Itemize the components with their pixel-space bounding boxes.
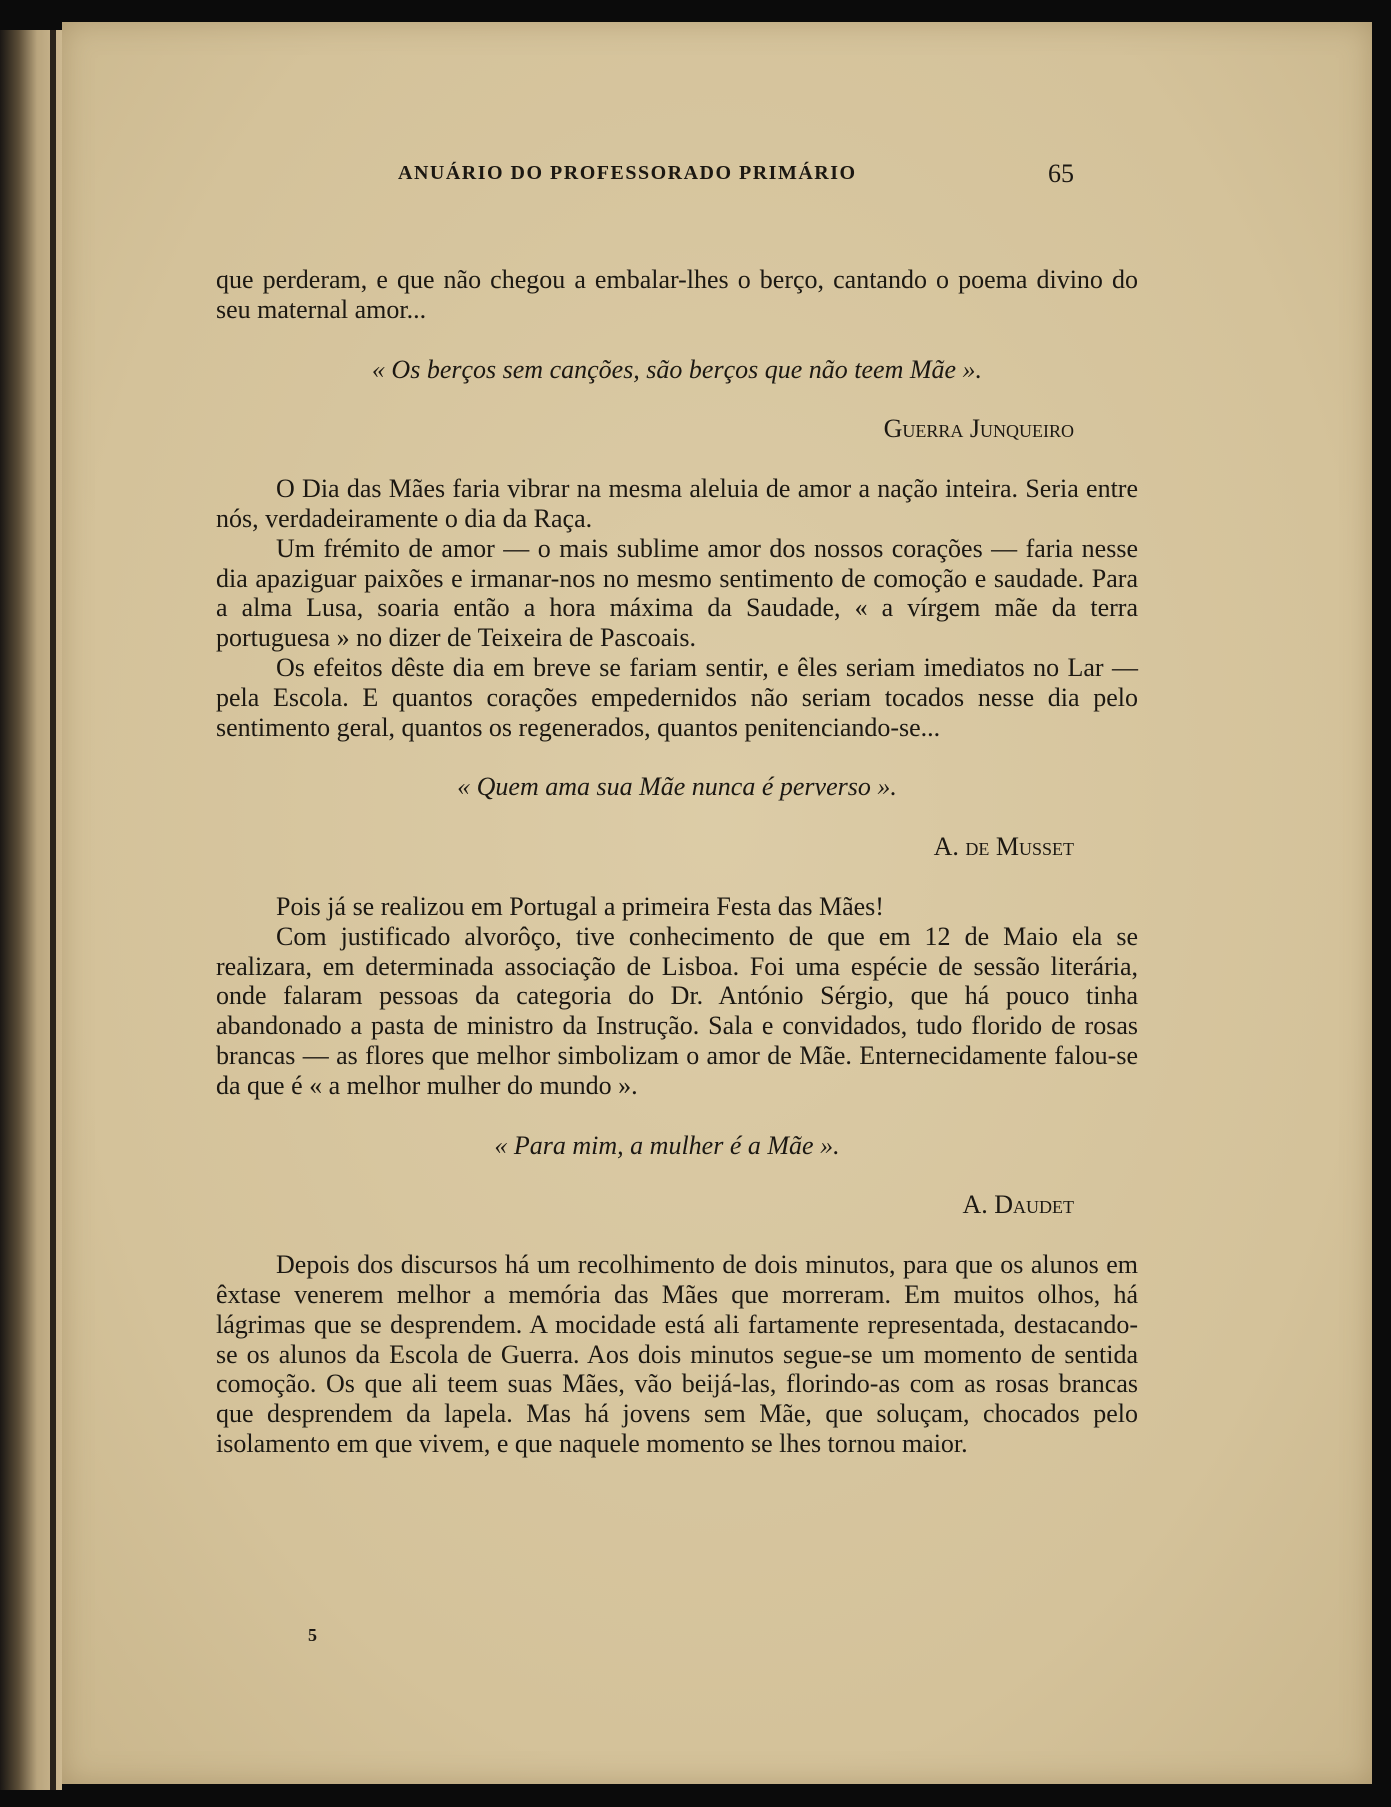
paragraph-4: Os efeitos dêste dia em breve se fariam sentir, e êles seriam imediatos no Lar — pela Escola. E quantos corações empedernidos não seriam tocados nesse dia pelo sentimento geral, quantos os regenerados, quantos penitenciando-se... xyxy=(216,652,1138,742)
running-head: ANUÁRIO DO PROFESSORADO PRIMÁRIO xyxy=(398,162,857,184)
page-body xyxy=(216,265,1138,1459)
author-musset: A. de Musset xyxy=(933,832,1074,862)
book-page xyxy=(62,22,1372,1784)
paragraph-6: Com justificado alvorôço, tive conhecimento de que em 12 de Maio ela se realizara, em determinada associação de Lisboa. Foi uma espécie de sessão literária, onde falaram pessoas da categoria do Dr. António Sérgio, que há pouco tinha abandonado a pasta de ministro da Instrução. Sala e convidados, tudo florido de rosas brancas — as flores que melhor simbolizam o amor de Mãe. Enternecidamente falou-se da que é « a melhor mulher do mundo ». xyxy=(216,921,1138,1100)
spine-edge xyxy=(50,30,56,1790)
paragraph-5: Pois já se realizou em Portugal a primeira Festa das Mães! xyxy=(276,891,884,921)
author-junqueiro: Guerra Junqueiro xyxy=(883,414,1074,444)
paragraph-2: O Dia das Mães faria vibrar na mesma aleluia de amor a nação inteira. Seria entre nós, verdadeiramente o dia da Raça. xyxy=(216,474,1138,533)
author-daudet: A. Daudet xyxy=(962,1190,1074,1220)
page-number: 65 xyxy=(1048,159,1074,188)
quote-musset: « Quem ama sua Mãe nunca é perverso ». xyxy=(457,772,897,802)
paragraph-7: Depois dos discursos há um recolhimento de dois minutos, para que os alunos em êxtase venerem melhor a memória das Mães que morreram. Em muitos olhos, há lágrimas que se desprendem. A mocidade está ali fartamente representada, destacando-se os alunos da Escola de Guerra. Aos dois minutos segue-se um momento de sentida comoção. Os que ali teem suas Mães, vão beijá-las, florindo-as com as rosas brancas que desprendem da lapela. Mas há jovens sem Mãe, que soluçam, chocados pelo isolamento em que vivem, e que naquele momento se lhes tornou maior. xyxy=(216,1250,1138,1458)
quote-daudet: « Para mim, a mulher é a Mãe ». xyxy=(494,1130,840,1160)
paragraph-1: que perderam, e que não chegou a embalar-lhes o berço, cantando o poema divino do seu maternal amor... xyxy=(216,265,1138,324)
signature-mark: 5 xyxy=(308,1625,317,1645)
paragraph-3: Um frémito de amor — o mais sublime amor dos nossos corações — faria nesse dia apaziguar paixões e irmanar-nos no mesmo sentimento de comoção e saudade. Para a alma Lusa, soaria então a hora máxima da Saudade, « a vírgem mãe da terra portuguesa » no dizer de Teixeira de Pascoais. xyxy=(216,533,1138,653)
page-header xyxy=(62,159,1372,202)
quote-junqueiro: « Os berços sem canções, são berços que não teem Mãe ». xyxy=(371,354,983,384)
